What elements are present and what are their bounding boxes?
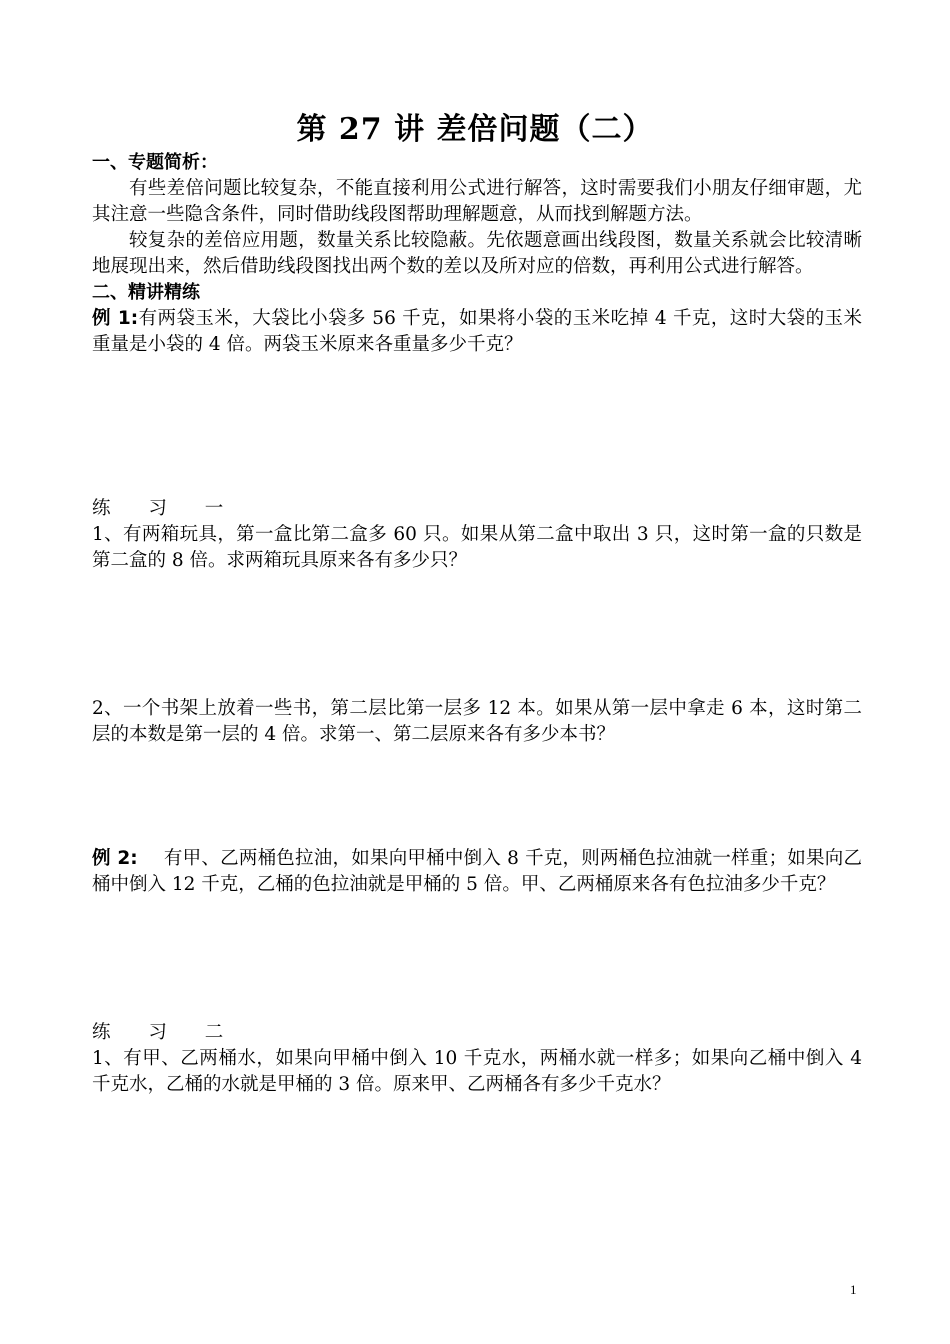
practice-two-heading: 练 习 二 xyxy=(92,1022,240,1043)
example-2-text: 有甲、乙两桶色拉油，如果向甲桶中倒入 8 千克，则两桶色拉油就一样重；如果向乙桶中倒入 12 千克，乙桶的色拉油就是甲桶的 5 倍。甲、乙两桶原来各有色拉油多少千克？ xyxy=(92,848,862,895)
practice-one-heading: 练 习 一 xyxy=(92,498,240,519)
overview-paragraph-1: 有些差倍问题比较复杂，不能直接利用公式进行解答，这时需要我们小朋友仔细审题，尤其注意一些隐含条件，同时借助线段图帮助理解题意，从而找到解题方法。 xyxy=(92,178,862,225)
example-2-block xyxy=(92,846,862,898)
practice-two xyxy=(92,1020,862,1098)
example-1-label: 例 1: xyxy=(92,308,139,329)
section-heading-practice: 二、精讲精练 xyxy=(92,282,200,303)
practice-one xyxy=(92,496,862,574)
example-2 xyxy=(92,846,862,898)
page-title: 第 27 讲 差倍问题（二） xyxy=(296,112,654,147)
section-overview xyxy=(92,150,862,358)
example-1-text: 有两袋玉米，大袋比小袋多 56 千克，如果将小袋的玉米吃掉 4 千克，这时大袋的玉米重量是小袋的 4 倍。两袋玉米原来各重量多少千克？ xyxy=(92,308,862,355)
practice-one-q2-block xyxy=(92,696,862,748)
example-2-label: 例 2: xyxy=(92,848,138,869)
overview-paragraph-2: 较复杂的差倍应用题，数量关系比较隐蔽。先依题意画出线段图，数量关系就会比较清晰地展现出来，然后借助线段图找出两个数的差以及所对应的倍数，再利用公式进行解答。 xyxy=(92,230,862,277)
practice-one-question-1: 1、有两箱玩具，第一盒比第二盒多 60 只。如果从第二盒中取出 3 只，这时第一盒的只数是第二盒的 8 倍。求两箱玩具原来各有多少只？ xyxy=(92,524,862,571)
page-number: 1 xyxy=(850,1282,857,1297)
section-heading-overview: 一、专题简析： xyxy=(92,152,218,173)
example-1 xyxy=(92,306,862,358)
practice-two-question-1: 1、有甲、乙两桶水，如果向甲桶中倒入 10 千克水，两桶水就一样多；如果向乙桶中倒入 4 千克水，乙桶的水就是甲桶的 3 倍。原来甲、乙两桶各有多少千克水？ xyxy=(92,1048,862,1095)
practice-one-question-2: 2、一个书架上放着一些书，第二层比第一层多 12 本。如果从第一层中拿走 6 本，这时第二层的本数是第一层的 4 倍。求第一、第二层原来各有多少本书？ xyxy=(92,698,862,745)
